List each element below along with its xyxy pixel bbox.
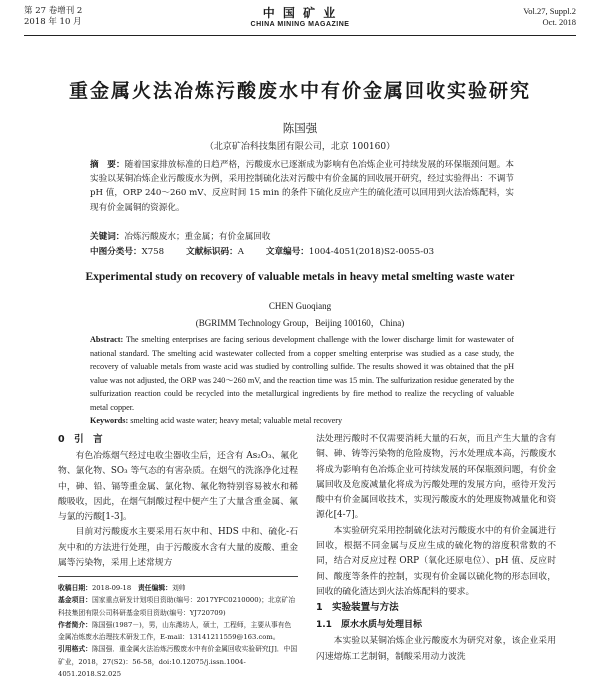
journal-header (24, 6, 576, 36)
affiliation-en: (BGRIMM Technology Group，Beijing 100160，China) (195, 318, 405, 328)
abstract-en-text: The smelting enterprises are facing serious development challenge with the lower discharge limit for wastewater of national standard. The smelting acid wastewater collected from a copper smelting enterprise was studied as a case study, the recovery of valuable metals from waste acid was studied by controlling sulfide. The results showed it was obtained that the pH value was not adjusted, the ORP was 240～260 mV, and the reaction time was 15 min. The sulfurization residue generated by the sulfurization reaction could be recycled into the metallurgical ingredients by fire method to realize the recycling of valuable metal copper. (90, 335, 515, 412)
paper-title-en: Experimental study on recovery of valuable metals in heavy metal smelting waste water (85, 271, 515, 283)
keywords-en-text: smelting acid waste water; heavy metal; valuable metal recovery (130, 416, 343, 425)
abstract-cn (90, 158, 514, 215)
keywords-cn-label: 关键词： (90, 232, 125, 242)
abstract-cn-text: 随着国家排放标准的日趋严格，污酸废水已逐渐成为影响有色冶炼企业可持续发展的环保瓶颈问题。本实验以某铜冶炼企业污酸废水为例，采用控制硫化法对污酸中有价金属的回收展开研究，经过实验得出：不调节 pH 值，ORP 240～260 mV、反应时间 15 min 的条件下硫化反应产生的硫化渣可以回用到火法冶炼配料，实现有价金属铜的资源化。 (90, 160, 514, 213)
abstract-en-label: Abstract: (90, 335, 124, 344)
cite-label: 引用格式： (58, 645, 92, 654)
section-1-heading: 1 实验装置与方法 (316, 602, 399, 614)
section-1-1-paragraph: 本实验以某铜冶炼企业污酸废水为研究对象，该企业采用闪速熔炼工艺制铜，制酸采用动力波洗 (316, 636, 556, 662)
article-no-label: 文章编号： (265, 247, 309, 257)
keywords-cn-text: 冶炼污酸废水；重金属；有价金属回收 (124, 232, 271, 242)
fund-label: 基金项目： (58, 596, 92, 605)
section-0-heading: 0 引 言 (58, 434, 103, 445)
section-1-1-heading: 1.1 原水水质与处理目标 (316, 620, 422, 631)
volume-label: 第 27 卷增刊 2 (24, 6, 83, 16)
bio-label: 作者简介： (58, 620, 92, 629)
author-cn: 陈国强 (282, 121, 318, 135)
received-date: 2018-09-18 (91, 584, 132, 592)
editor-name: 刘帅 (171, 584, 186, 592)
abstract-en (90, 333, 514, 415)
fund-text: 国家重点研发计划项目资助(编号：2017YFC0210000)；北京矿冶科技集团有限公司科研基金项目资助(编号：YJ720709) (58, 596, 296, 617)
body-left-column (58, 432, 298, 571)
keywords-en (90, 414, 514, 427)
footnote-bio (58, 619, 298, 644)
journal-name-en: CHINA MINING MAGAZINE (250, 21, 350, 28)
date-label-en: Oct. 2018 (542, 17, 576, 27)
editor-label: 责任编辑： (137, 584, 172, 592)
footnote-received (58, 582, 298, 594)
footnote-cite (58, 643, 298, 680)
intro-paragraph-2-cont: 法处理污酸时不仅需要消耗大量的石灰，而且产生大量的含有铜、砷、铸等污染物的危险废物，污水处理成本高，污酸废水将成为影响有色冶炼企业可持续发展的环保瓶颈问题，有价金属回收及危废减量化将成为污酸处理的发展方向，亟待开发污酸中有价金属回收技术，实现污酸废水的处理废物减量化和资源化[4-7]。 (316, 434, 556, 521)
keywords-en-label: Keywords: (90, 416, 129, 425)
intro-paragraph-2: 目前对污酸废水主要采用石灰中和、HDS 中和、硫化-石灰中和的方法进行处理，由于污酸废水含有大量的废酸、重金属等污染物，采用上述常规方 (58, 527, 298, 569)
date-label: 2018 年 10 月 (24, 17, 82, 27)
cite-text: 陈国强．重金属火法冶炼污酸废水中有价金属回收实验研究[J]．中国矿业，2018，27(S2)：56-58，doi:10.12075/j.issn.1004-4051.2018.S2.025 (58, 645, 298, 679)
classification-line (90, 245, 540, 259)
header-center (24, 6, 576, 30)
keywords-cn (90, 230, 514, 244)
paper-title-cn: 重金属火法冶炼污酸废水中有价金属回收实验研究 (68, 80, 531, 102)
clc-value: X758 (141, 247, 165, 257)
bio-text: 陈国强(1987－)，男，山东潍坊人，硕士，工程师，主要从事有色金属冶炼废水治理技术研发工作，E-mail：13141211559@163.com。 (58, 620, 292, 642)
intro-paragraph-3: 本实验研究采用控制硫化法对污酸废水中的有价金属进行回收，根据不同金属与反应生成的硫化物的溶度积常数的不同，结合对反应过程 ORP（氧化还原电位）、pH 值、反应时间、酸度等条件的控制，实现有价金属以硫化物的形态回收，回收的硫化渣达到火法冶炼配料的要求。 (316, 525, 556, 597)
author-en: CHEN Guoqiang (268, 301, 332, 311)
clc-label: 中图分类号： (90, 247, 142, 257)
footnote-block (58, 576, 298, 680)
intro-paragraph-1: 有色冶炼烟气经过电收尘器收尘后，还含有 As₂O₃、氟化物、氯化物、SO₃ 等气态的有害杂质。在烟气的洗涤净化过程中，砷、铅、镉等重金属、氯化物、氟化物特别容易被水和稀酸吸收，因此，在烟气制酸过程中便产生了大量含重金属、氟与氯的污酸[1-3]。 (58, 451, 298, 523)
article-no-value: 1004-4051(2018)S2-0055-03 (308, 247, 435, 257)
footnote-fund (58, 594, 298, 619)
header-right (523, 6, 576, 28)
volume-label-en: Vol.27, Suppl.2 (523, 6, 576, 16)
body-right-column (316, 432, 556, 665)
doc-code-value: A (237, 247, 244, 257)
affiliation-cn: （北京矿冶科技集团有限公司，北京 100160） (204, 142, 396, 152)
journal-name-cn: 中 国 矿 业 (262, 6, 338, 20)
abstract-cn-label: 摘 要： (90, 160, 125, 170)
received-label: 收稿日期： (58, 584, 92, 592)
doc-code-label: 文献标识码： (186, 247, 238, 257)
